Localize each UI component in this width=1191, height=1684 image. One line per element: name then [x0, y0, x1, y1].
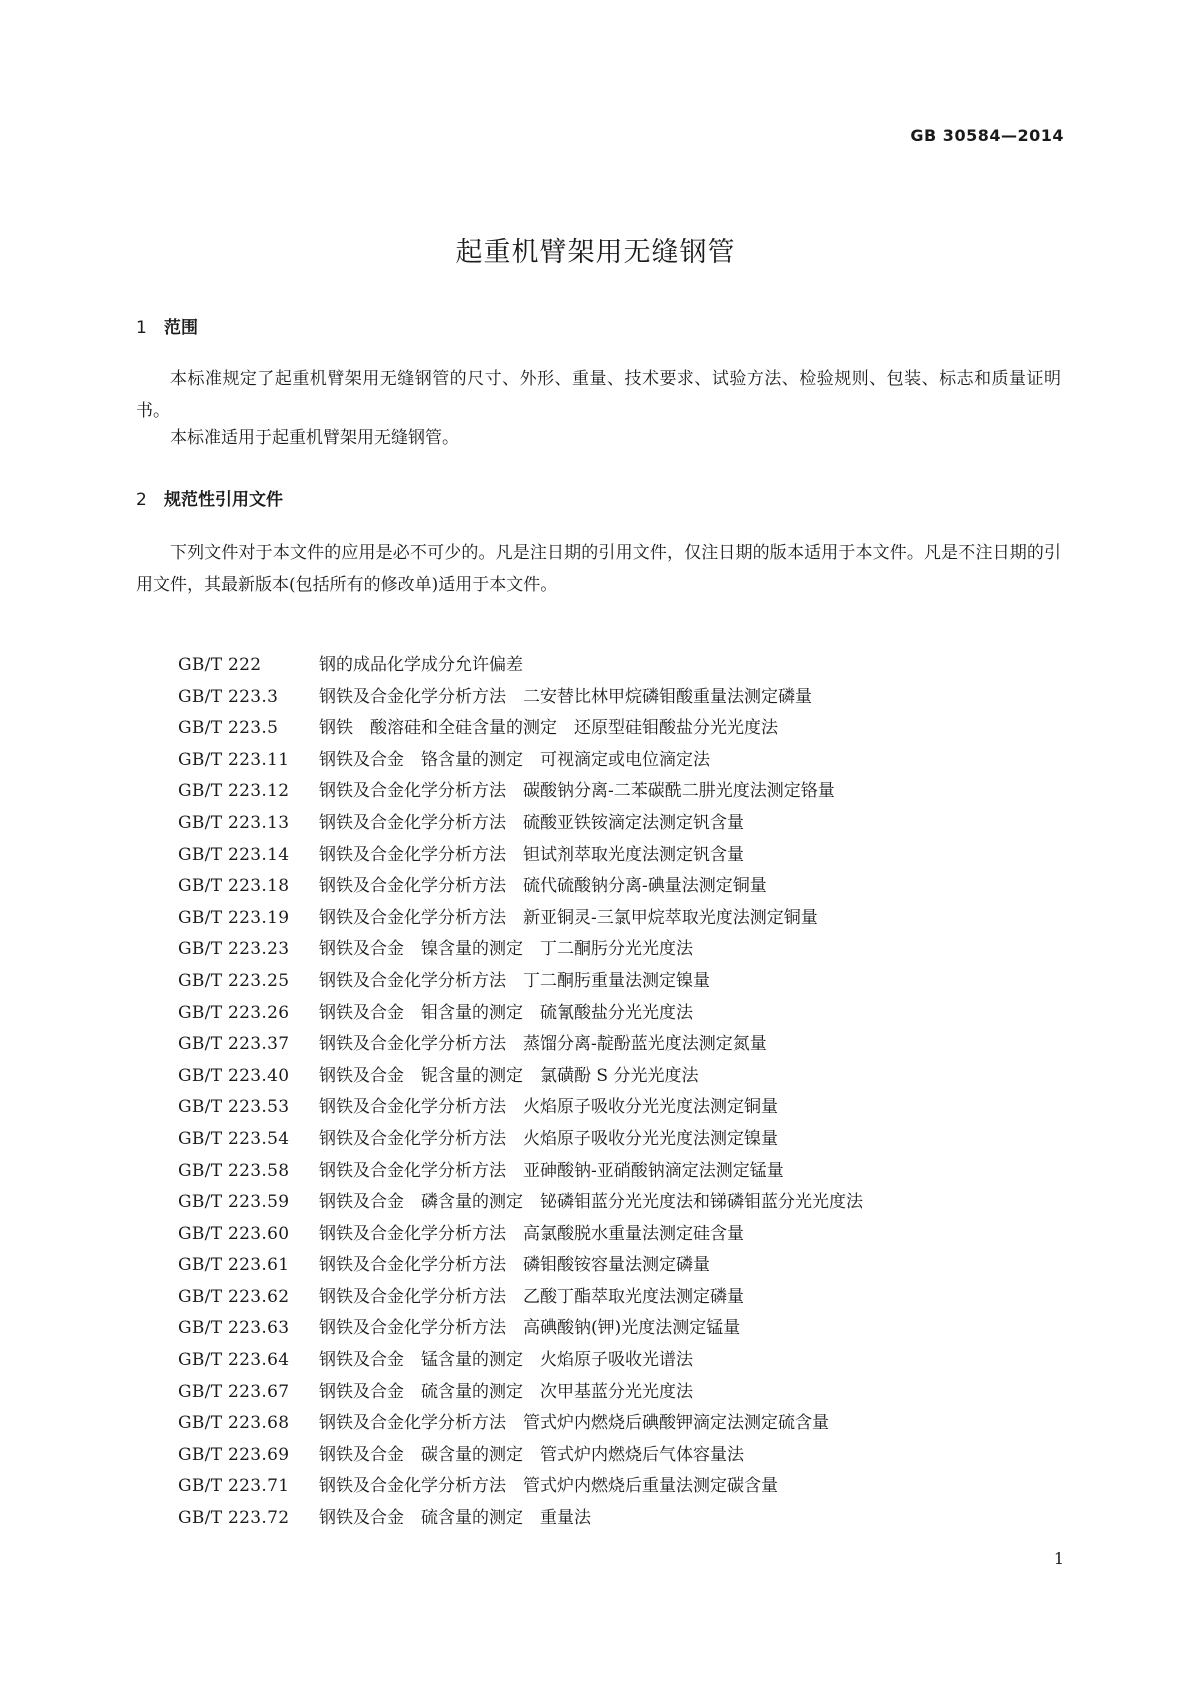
- reference-title: 钢铁及合金 镍含量的测定 丁二酮肟分光光度法: [319, 939, 693, 960]
- reference-title: 钢铁 酸溶硅和全硅含量的测定 还原型硅钼酸盐分光光度法: [319, 718, 778, 739]
- reference-title: 钢铁及合金化学分析方法 硫代硫酸钠分离-碘量法测定铜量: [319, 876, 767, 897]
- reference-title: 钢铁及合金化学分析方法 硫酸亚铁铵滴定法测定钒含量: [319, 812, 744, 833]
- reference-code: GB/T 223.5: [178, 718, 279, 739]
- section-1-title: 范围: [164, 318, 198, 338]
- reference-item: [178, 998, 863, 1030]
- section-2-title: 规范性引用文件: [164, 490, 283, 510]
- reference-title: 钢铁及合金化学分析方法 蒸馏分离-靛酚蓝光度法测定氮量: [319, 1034, 767, 1055]
- reference-code: GB/T 223.58: [178, 1160, 290, 1181]
- reference-item: [178, 713, 863, 745]
- reference-title: 钢铁及合金化学分析方法 亚砷酸钠-亚硝酸钠滴定法测定锰量: [319, 1160, 784, 1181]
- scope-paragraph-2: 本标准适用于起重机臂架用无缝钢管。: [170, 428, 459, 448]
- reference-title: 钢铁及合金 碳含量的测定 管式炉内燃烧后气体容量法: [319, 1444, 744, 1465]
- reference-item: [178, 966, 863, 998]
- reference-code: GB/T 223.72: [178, 1508, 290, 1529]
- reference-item: [178, 1029, 863, 1061]
- reference-item: [178, 1219, 863, 1251]
- scope-paragraph-1: 本标准规定了起重机臂架用无缝钢管的尺寸、外形、重量、技术要求、试验方法、检验规则、包装、标志和质量证明书。: [136, 369, 1061, 421]
- reference-code: GB/T 223.69: [178, 1444, 290, 1465]
- reference-title: 钢铁及合金化学分析方法 磷钼酸铵容量法测定磷量: [319, 1255, 710, 1276]
- reference-list: [178, 650, 863, 1535]
- reference-item: [178, 1345, 863, 1377]
- reference-item: [178, 650, 863, 682]
- reference-title: 钢铁及合金 铌含量的测定 氯磺酚 S 分光光度法: [319, 1065, 699, 1086]
- section-1-heading: [136, 313, 198, 338]
- reference-code: GB/T 223.63: [178, 1318, 290, 1339]
- references-intro: 下列文件对于本文件的应用是必不可少的。凡是注日期的引用文件，仅注日期的版本适用于本文件。凡是不注日期的引用文件，其最新版本(包括所有的修改单)适用于本文件。: [136, 543, 1061, 595]
- reference-title: 钢铁及合金化学分析方法 火焰原子吸收分光光度法测定镍量: [319, 1128, 778, 1149]
- reference-title: 钢铁及合金 铬含量的测定 可视滴定或电位滴定法: [319, 749, 710, 770]
- reference-item: [178, 1377, 863, 1409]
- section-1-number: 1: [136, 318, 147, 338]
- reference-item: [178, 1250, 863, 1282]
- reference-code: GB/T 223.68: [178, 1413, 290, 1434]
- reference-code: GB/T 223.12: [178, 781, 290, 802]
- reference-title: 钢铁及合金 磷含量的测定 铋磷钼蓝分光光度法和锑磷钼蓝分光光度法: [319, 1192, 863, 1213]
- reference-code: GB/T 223.61: [178, 1255, 290, 1276]
- reference-item: [178, 903, 863, 935]
- reference-item: [178, 840, 863, 872]
- reference-title: 钢铁及合金化学分析方法 乙酸丁酯萃取光度法测定磷量: [319, 1286, 744, 1307]
- reference-code: GB/T 223.71: [178, 1476, 290, 1497]
- reference-code: GB/T 223.62: [178, 1286, 290, 1307]
- reference-item: [178, 1092, 863, 1124]
- section-2-heading: [136, 485, 283, 510]
- reference-title: 钢铁及合金化学分析方法 高碘酸钠(钾)光度法测定锰量: [319, 1318, 741, 1339]
- reference-title: 钢铁及合金化学分析方法 管式炉内燃烧后碘酸钾滴定法测定硫含量: [319, 1413, 829, 1434]
- reference-item: [178, 1503, 863, 1535]
- reference-item: [178, 1440, 863, 1472]
- reference-code: GB/T 222: [178, 655, 262, 675]
- reference-item: [178, 934, 863, 966]
- reference-code: GB/T 223.26: [178, 1002, 290, 1023]
- reference-title: 钢铁及合金 锰含量的测定 火焰原子吸收光谱法: [319, 1350, 693, 1371]
- reference-code: GB/T 223.18: [178, 876, 290, 897]
- reference-item: [178, 1313, 863, 1345]
- reference-title: 钢铁及合金化学分析方法 火焰原子吸收分光光度法测定铜量: [319, 1097, 778, 1118]
- reference-code: GB/T 223.25: [178, 970, 290, 991]
- reference-title: 钢铁及合金 硫含量的测定 重量法: [319, 1508, 591, 1529]
- reference-code: GB/T 223.67: [178, 1381, 290, 1402]
- reference-code: GB/T 223.54: [178, 1128, 290, 1149]
- reference-title: 钢铁及合金化学分析方法 碳酸钠分离-二苯碳酰二肼光度法测定铬量: [319, 781, 835, 802]
- reference-title: 钢铁及合金化学分析方法 二安替比林甲烷磷钼酸重量法测定磷量: [319, 686, 812, 707]
- reference-item: [178, 808, 863, 840]
- reference-code: GB/T 223.19: [178, 907, 290, 928]
- reference-title: 钢铁及合金 硫含量的测定 次甲基蓝分光光度法: [319, 1381, 693, 1402]
- reference-title: 钢铁及合金化学分析方法 丁二酮肟重量法测定镍量: [319, 970, 710, 991]
- standard-code: GB 30584—2014: [910, 126, 1064, 145]
- page-number: 1: [1053, 1549, 1064, 1568]
- reference-item: [178, 682, 863, 714]
- reference-item: [178, 1471, 863, 1503]
- reference-item: [178, 745, 863, 777]
- reference-item: [178, 1408, 863, 1440]
- reference-title: 钢铁及合金 钼含量的测定 硫氰酸盐分光光度法: [319, 1002, 693, 1023]
- reference-code: GB/T 223.11: [178, 749, 290, 770]
- reference-code: GB/T 223.59: [178, 1192, 290, 1213]
- reference-code: GB/T 223.40: [178, 1065, 290, 1086]
- reference-code: GB/T 223.60: [178, 1223, 290, 1244]
- reference-item: [178, 1187, 863, 1219]
- reference-item: [178, 776, 863, 808]
- reference-title: 钢铁及合金化学分析方法 管式炉内燃烧后重量法测定碳含量: [319, 1476, 778, 1497]
- reference-item: [178, 1282, 863, 1314]
- reference-item: [178, 1124, 863, 1156]
- section-2-number: 2: [136, 490, 147, 510]
- reference-title: 钢的成品化学成分允许偏差: [319, 655, 523, 675]
- reference-code: GB/T 223.53: [178, 1097, 290, 1118]
- reference-title: 钢铁及合金化学分析方法 钽试剂萃取光度法测定钒含量: [319, 844, 744, 865]
- reference-item: [178, 871, 863, 903]
- reference-code: GB/T 223.64: [178, 1350, 290, 1371]
- reference-item: [178, 1061, 863, 1093]
- reference-code: GB/T 223.3: [178, 686, 279, 707]
- reference-code: GB/T 223.13: [178, 812, 290, 833]
- reference-title: 钢铁及合金化学分析方法 新亚铜灵-三氯甲烷萃取光度法测定铜量: [319, 907, 818, 928]
- reference-code: GB/T 223.23: [178, 939, 290, 960]
- document-title: 起重机臂架用无缝钢管: [455, 237, 736, 268]
- reference-title: 钢铁及合金化学分析方法 高氯酸脱水重量法测定硅含量: [319, 1223, 744, 1244]
- reference-code: GB/T 223.14: [178, 844, 290, 865]
- reference-item: [178, 1156, 863, 1188]
- reference-code: GB/T 223.37: [178, 1034, 290, 1055]
